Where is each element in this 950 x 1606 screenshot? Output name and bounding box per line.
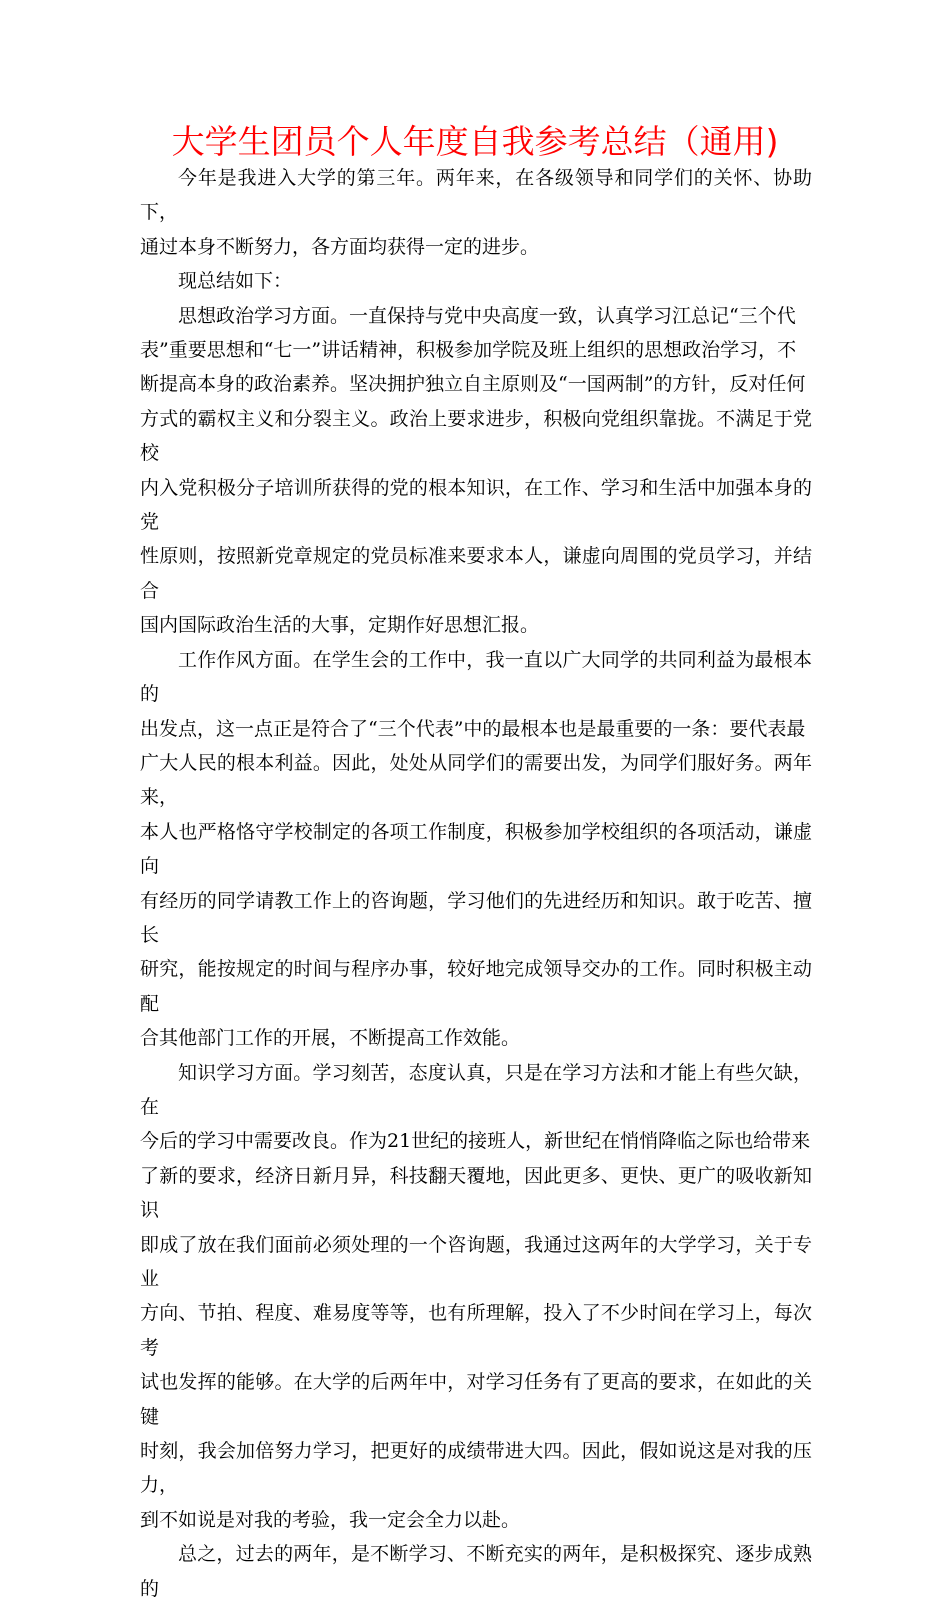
paragraph-intro: 今年是我进入大学的第三年。两年来，在各级领导和同学们的关怀、协助下， 通过本身不断努力，各方面均获得一定的进步。 <box>140 167 812 258</box>
document-title: 大学生团员个人年度自我参考总结（通用) <box>171 122 779 161</box>
paragraph-knowledge-study: 知识学习方面。学习刻苦，态度认真，只是在学习方法和才能上有些欠缺，在 今后的学习中需要改良。作为21世纪的接班人，新世纪在悄悄降临之际也给带来 了新的要求，经济日新月异，科技翻天覆地，因此更多、更快、更广的吸收新知识 即成了放在我们面前必须处理的一个咨询题，我通过这两年的大学学习，关于专业 方向、节拍、程度、难易度等等，也有所理解，投入了不少时间在学习上，每次考 试也发挥的能够。在大学的后两年中，对学习任务有了更高的要求，在如此的关键 时刻，我会加倍努力学习，把更好的成绩带进大四。因此，假如说这是对我的压力， 到不如说是对我的考验，我一定会全力以赴。 <box>140 1061 812 1531</box>
paragraph-conclusion: 总之，过去的两年，是不断学习、不断充实的两年，是积极探究、逐步成熟的 <box>140 1543 812 1600</box>
paragraph-summary-lead: 现总结如下： <box>178 270 293 293</box>
document-body <box>140 161 812 1606</box>
paragraph-political-study: 思想政治学习方面。一直保持与党中央高度一致，认真学习江总记“三个代 表”重要思想和“七一”讲话精神，积极参加学院及班上组织的思想政治学习，不 断提高本身的政治素养。坚决拥护独立自主原则及“一国两制”的方针，反对任何 方式的霸权主义和分裂主义。政治上要求进步，积极向党组织靠拢。不满足于党校 内入党积极分子培训所获得的党的根本知识，在工作、学习和生活中加强本身的党 性原则，按照新党章规定的党员标准来要求本人，谦虚向周围的党员学习，并结合 国内国际政治生活的大事，定期作好思想汇报。 <box>140 304 812 637</box>
paragraph-work-style: 工作作风方面。在学生会的工作中，我一直以广大同学的共同利益为最根本的 出发点，这一点正是符合了“三个代表”中的最根本也是最重要的一条：要代表最 广大人民的根本利益。因此，处处从同学们的需要出发，为同学们服好务。两年来， 本人也严格恪守学校制定的各项工作制度，积极参加学校组织的各项活动，谦虚向 有经历的同学请教工作上的咨询题，学习他们的先进经历和知识。敢于吃苦、擅长 研究，能按规定的时间与程序办事，较好地完成领导交办的工作。同时积极主动配 合其他部门工作的开展，不断提高工作效能。 <box>140 648 812 1050</box>
